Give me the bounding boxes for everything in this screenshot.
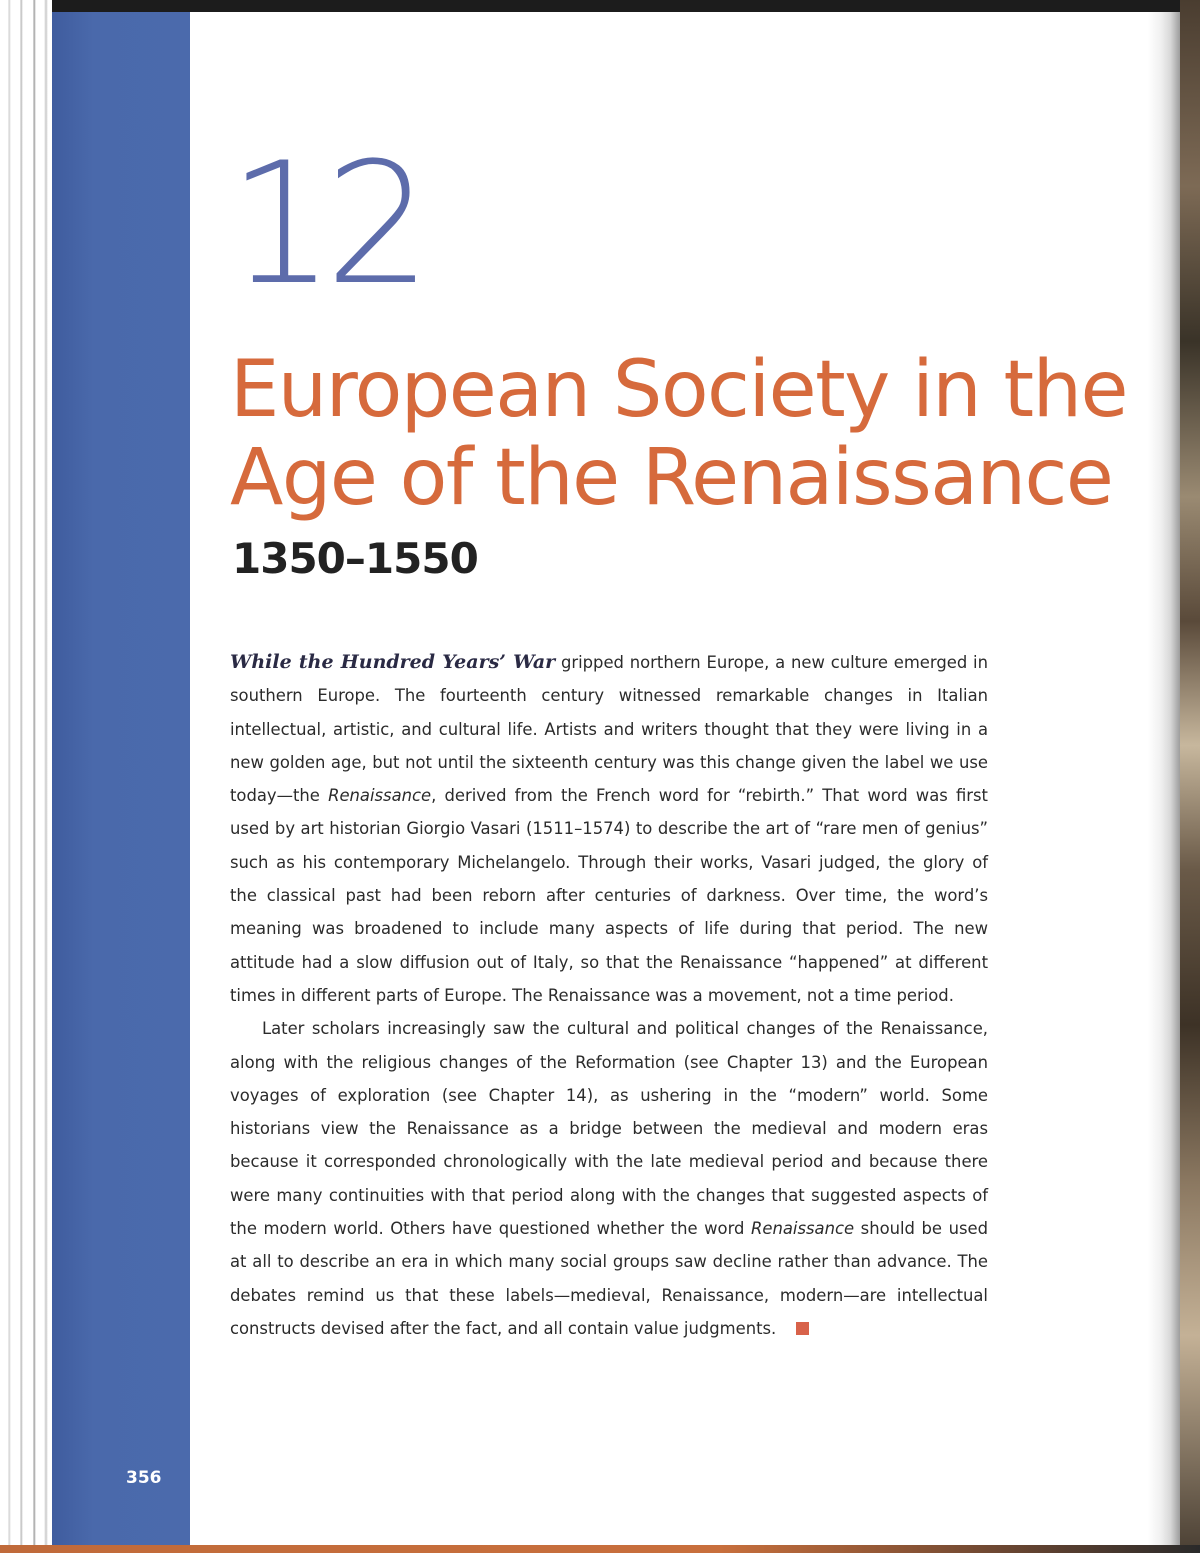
paragraph-text: should be used at all to describe an era in which many social groups saw decline rather than advance. The debates remind us that these labels—medieval, Renaissance, modern—are intellectual constructs devised after the fact, and all contain value judgments. — [230, 1219, 988, 1338]
chapter-color-band — [52, 12, 190, 1553]
lead-in: While the Hundred Years’ War — [230, 651, 556, 673]
page-stack-edge — [0, 0, 52, 1553]
chapter-introduction — [230, 646, 988, 1345]
page-number: 356 — [126, 1468, 162, 1488]
chapter-dates: 1350–1550 — [232, 534, 478, 583]
chapter-title-line-1: European Society in the — [230, 345, 1128, 435]
emphasis-term: Renaissance — [328, 786, 432, 806]
paragraph-text: gripped northern Europe, a new culture emerged in southern Europe. The fourteenth century witnessed remarkable changes in Italian intellectual, artistic, and cultural life. Artists and writers thought that they were living in a new golden age, but not until the sixteenth century was this change given the label we use today—the — [230, 653, 988, 806]
paragraph-text: Later scholars increasingly saw the cultural and political changes of the Renaissance, along with the religious changes of the Reformation (see Chapter 13) and the European voyages of exploration (see Chapter 14), as ushering in the “modern” world. Some historians view the Renaissance as a bridge between the medieval and modern eras because it corresponded chronologically with the late medieval period and because there were many continuities with that period along with the changes that suggested aspects of the modern world. Others have questioned whether the word — [230, 1019, 988, 1239]
chapter-title — [230, 346, 1140, 522]
scan-bottom-edge — [0, 1545, 1200, 1553]
chapter-title-line-2: Age of the Renaissance — [230, 433, 1113, 523]
paragraph-text: , derived from the French word for “rebirth.” That word was first used by art historian Giorgio Vasari (1511–1574) to describe the art of “rare men of genius” such as his contemporary Michelangelo. Through their works, Vasari judged, the glory of the classical past had been reborn after centuries of darkness. Over time, the word’s meaning was broadened to include many aspects of life during that period. The new attitude had a slow diffusion out of Italy, so that the Renaissance “happened” at different times in different parts of Europe. The Renaissance was a movement, not a time period. — [230, 786, 988, 1005]
scan-top-edge — [0, 0, 1200, 12]
book-gutter-shadow — [1148, 12, 1180, 1553]
intro-paragraph-1 — [230, 646, 988, 1012]
facing-page-edge — [1180, 0, 1200, 1553]
intro-paragraph-2 — [230, 1012, 988, 1345]
emphasis-term: Renaissance — [751, 1219, 855, 1239]
end-of-section-mark — [796, 1322, 809, 1335]
chapter-number: 12 — [228, 126, 422, 322]
